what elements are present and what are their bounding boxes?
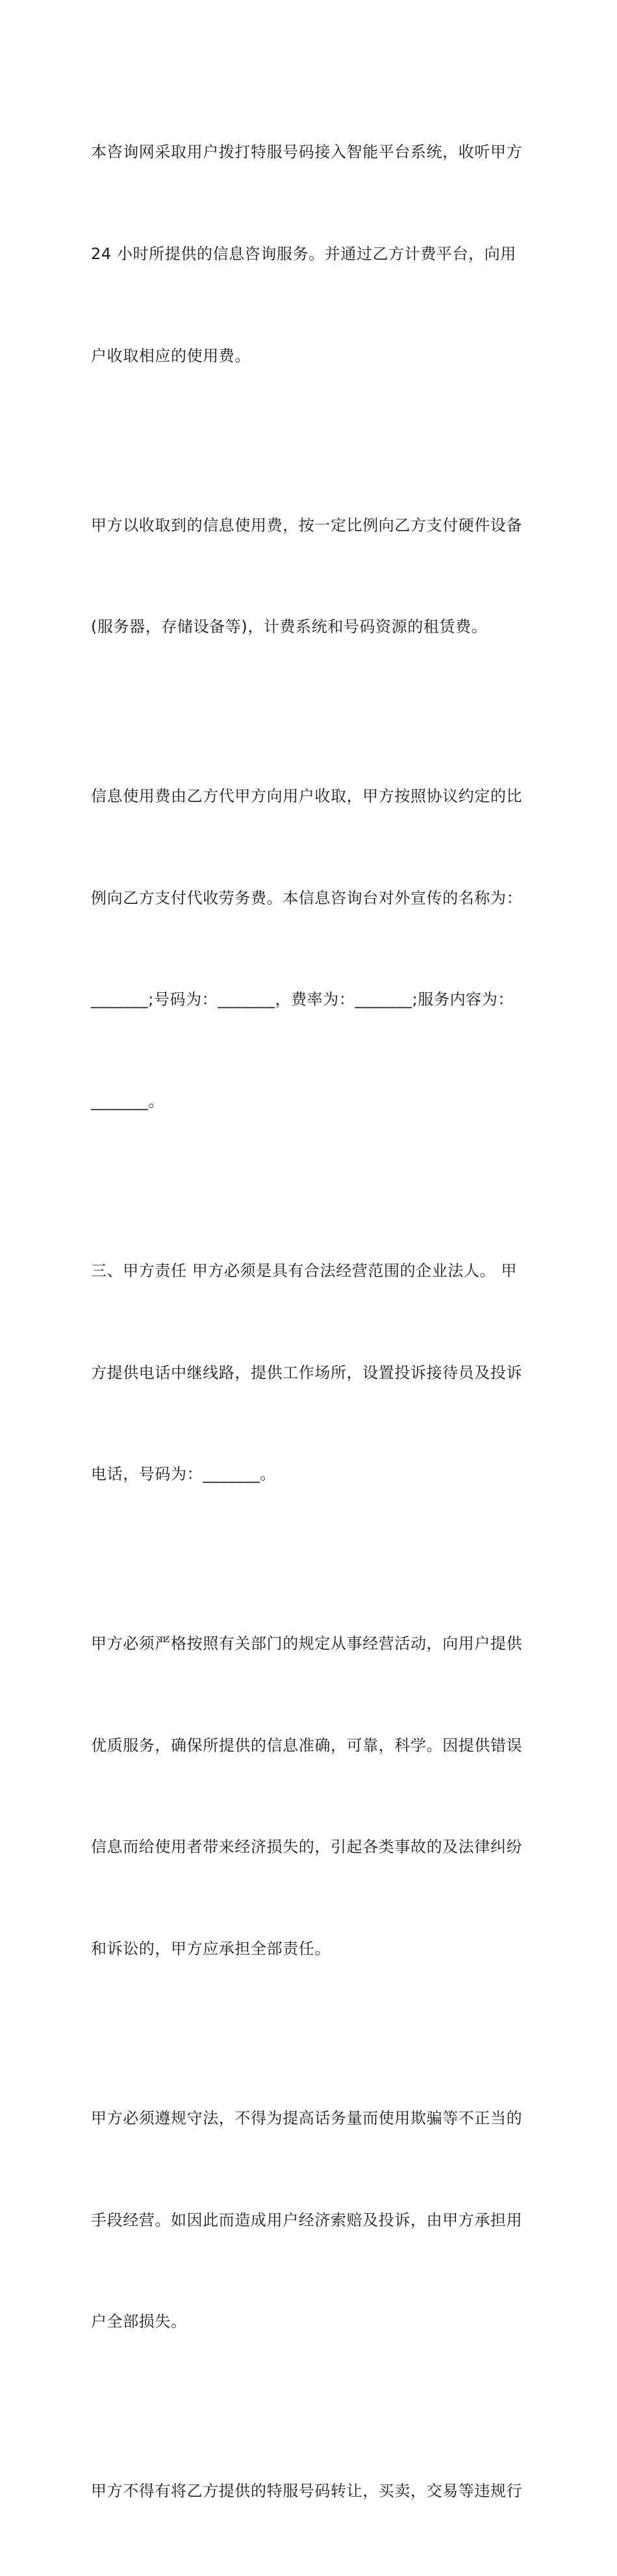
paragraph-service-quality [91, 1559, 533, 2034]
text-line: 三、甲方责任 甲方必须是具有合法经营范围的企业法人。 甲 [91, 1261, 518, 1280]
text-line: 例向乙方支付代收劳务费。本信息咨询台对外宣传的名称为： [91, 888, 523, 907]
text-line: _______。 [91, 1092, 164, 1110]
paragraph-number-transfer [91, 2407, 533, 2576]
text-line: _______;号码为：_______，费率为：_______;服务内容为： [91, 990, 514, 1009]
text-line: 电话，号码为：_______。 [91, 1465, 276, 1484]
text-line: 方提供电话中继线路，提供工作场所，设置投诉接待员及投诉 [91, 1363, 523, 1382]
text-line: 优质服务，确保所提供的信息准确，可靠，科学。因提供错误 [91, 1736, 523, 1755]
text-line: 本咨询网采取用户拨打特服号码接入智能平台系统，收听甲方 [91, 143, 523, 162]
text-line: 甲方以收取到的信息使用费，按一定比例向乙方支付硬件设备 [91, 516, 523, 534]
text-line: 甲方必须遵规守法，不得为提高话务量而使用欺骗等不正当的 [91, 2108, 523, 2127]
text-line: 户收取相应的使用费。 [91, 346, 251, 365]
text-line: 甲方必须严格按照有关部门的规定从事经营活动，向用户提供 [91, 1634, 523, 1653]
paragraph-compliance [91, 2034, 533, 2407]
text-line: 户全部损失。 [91, 2312, 187, 2331]
paragraph-party-a-responsibility [91, 1186, 533, 1559]
paragraph-fee-payment [91, 440, 533, 712]
text-line: 和诉讼的，甲方应承担全部责任。 [91, 1939, 331, 1958]
text-line: (服务器，存储设备等)，计费系统和号码资源的租赁费。 [91, 618, 488, 636]
text-line: 手段经营。如因此而造成用户经济索赔及投诉，由甲方承担用 [91, 2210, 523, 2229]
paragraph-service-description [91, 68, 533, 440]
paragraph-collection-terms [91, 712, 533, 1186]
text-line: 信息使用费由乙方代甲方向用户收取，甲方按照协议约定的比 [91, 787, 523, 806]
document-body [91, 68, 533, 2576]
text-line: 信息而给使用者带来经济损失的，引起各类事故的及法律纠纷 [91, 1838, 523, 1857]
text-line: 24 小时所提供的信息咨询服务。并通过乙方计费平台，向用 [91, 245, 516, 263]
text-line: 甲方不得有将乙方提供的特服号码转让，买卖，交易等违规行 [91, 2482, 523, 2501]
